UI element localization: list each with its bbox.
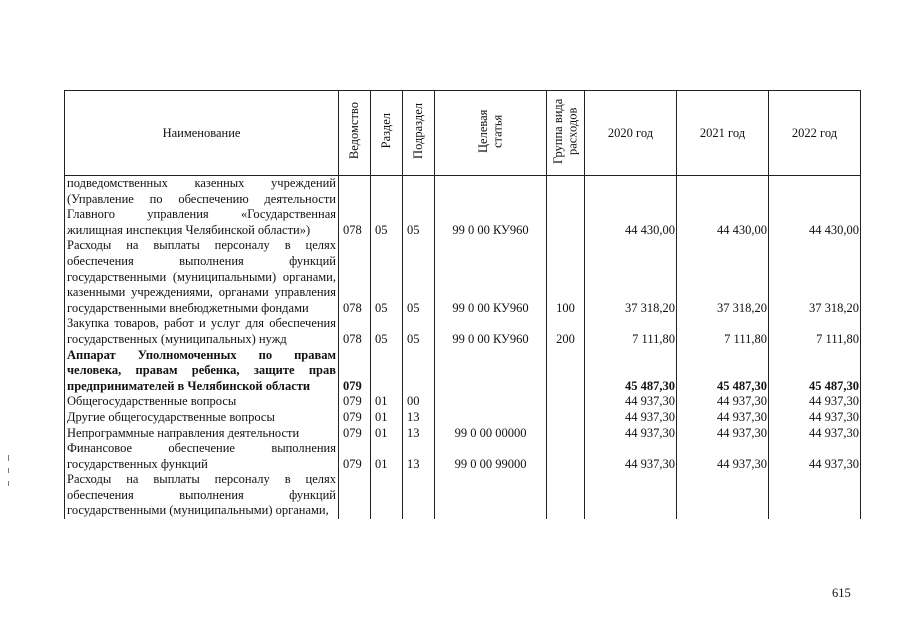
header-2021	[677, 91, 769, 176]
cell-2021: 44 430,00	[677, 176, 769, 239]
cell-gruppa: 100	[547, 238, 585, 316]
cell-celevaya	[435, 348, 547, 395]
cell-gruppa	[547, 441, 585, 472]
cell-gruppa	[547, 176, 585, 239]
cell-celevaya: 99 0 00 КУ960	[435, 176, 547, 239]
cell-2021: 44 937,30	[677, 426, 769, 442]
cell-name: Другие общегосударственные вопросы	[65, 410, 339, 426]
cell-podrazdel: 05	[403, 238, 435, 316]
cell-podrazdel: 00	[403, 394, 435, 410]
cell-2022: 44 937,30	[769, 410, 861, 426]
cell-podrazdel: 13	[403, 410, 435, 426]
table-row	[65, 238, 861, 316]
cell-gruppa	[547, 348, 585, 395]
cell-podrazdel	[403, 348, 435, 395]
cell-vedomstvo: 079	[339, 426, 371, 442]
cell-vedomstvo: 079	[339, 348, 371, 395]
header-2020	[585, 91, 677, 176]
cell-name: Аппарат Уполномоченных по правам человека, правам ребенка, защите прав предпринимателей в Челябинской области	[65, 348, 339, 395]
cell-celevaya	[435, 410, 547, 426]
cell-2022	[769, 472, 861, 519]
cell-razdel: 05	[371, 176, 403, 239]
cell-gruppa	[547, 410, 585, 426]
cell-name: Финансовое обеспечение выполнения государственных функций	[65, 441, 339, 472]
header-gruppa	[547, 91, 585, 176]
table-row	[65, 394, 861, 410]
cell-2022: 44 937,30	[769, 426, 861, 442]
budget-table	[64, 90, 861, 519]
cell-razdel	[371, 348, 403, 395]
header-name-label: Наименование	[162, 125, 241, 140]
header-name	[65, 91, 339, 176]
cell-podrazdel	[403, 472, 435, 519]
header-podrazdel-label: Подраздел	[411, 103, 426, 159]
cell-2021: 7 111,80	[677, 316, 769, 347]
table-row	[65, 316, 861, 347]
cell-vedomstvo: 078	[339, 176, 371, 239]
cell-2022: 37 318,20	[769, 238, 861, 316]
cell-podrazdel: 05	[403, 316, 435, 347]
cell-vedomstvo: 079	[339, 410, 371, 426]
cell-podrazdel: 13	[403, 441, 435, 472]
cell-2022: 44 937,30	[769, 394, 861, 410]
scan-mark	[8, 481, 9, 486]
table-header-row	[65, 91, 861, 176]
cell-name: Расходы на выплаты персоналу в целях обеспечения выполнения функций государственными (муниципальными) органами, казенными учреждениями, органами управления государственными внебюджетными фондами	[65, 238, 339, 316]
table-row	[65, 348, 861, 395]
header-vedomstvo-label: Ведомство	[347, 102, 362, 160]
table-body	[65, 176, 861, 520]
header-celevaya	[435, 91, 547, 176]
cell-gruppa	[547, 394, 585, 410]
cell-vedomstvo: 079	[339, 441, 371, 472]
cell-celevaya: 99 0 00 99000	[435, 441, 547, 472]
scan-mark	[8, 455, 9, 461]
cell-2022: 45 487,30	[769, 348, 861, 395]
header-podrazdel	[403, 91, 435, 176]
cell-2020: 44 430,00	[585, 176, 677, 239]
header-2022	[769, 91, 861, 176]
header-vedomstvo	[339, 91, 371, 176]
cell-razdel: 01	[371, 394, 403, 410]
cell-razdel: 05	[371, 316, 403, 347]
cell-2020: 45 487,30	[585, 348, 677, 395]
cell-2021: 37 318,20	[677, 238, 769, 316]
cell-gruppa	[547, 472, 585, 519]
cell-name: подведомственных казенных учреждений (Управление по обеспечению деятельности Главного управления «Государственная жилищная инспекция Челябинской области»)	[65, 176, 339, 239]
cell-razdel: 01	[371, 410, 403, 426]
cell-celevaya: 99 0 00 КУ960	[435, 316, 547, 347]
cell-2020: 44 937,30	[585, 441, 677, 472]
header-2021-label: 2021 год	[699, 125, 746, 140]
cell-razdel: 05	[371, 238, 403, 316]
cell-podrazdel: 05	[403, 176, 435, 239]
cell-2021: 44 937,30	[677, 394, 769, 410]
cell-vedomstvo: 078	[339, 238, 371, 316]
cell-razdel	[371, 472, 403, 519]
cell-vedomstvo: 079	[339, 394, 371, 410]
cell-razdel: 01	[371, 441, 403, 472]
cell-gruppa: 200	[547, 316, 585, 347]
cell-name: Общегосударственные вопросы	[65, 394, 339, 410]
cell-razdel: 01	[371, 426, 403, 442]
cell-vedomstvo	[339, 472, 371, 519]
cell-celevaya	[435, 394, 547, 410]
cell-2020: 37 318,20	[585, 238, 677, 316]
cell-2022: 7 111,80	[769, 316, 861, 347]
header-celevaya-label: Целевая статья	[475, 109, 504, 153]
cell-name: Закупка товаров, работ и услуг для обеспечения государственных (муниципальных) нужд	[65, 316, 339, 347]
cell-2022: 44 937,30	[769, 441, 861, 472]
header-2022-label: 2022 год	[791, 125, 838, 140]
cell-celevaya	[435, 472, 547, 519]
table-row	[65, 441, 861, 472]
table-row	[65, 410, 861, 426]
cell-celevaya: 99 0 00 00000	[435, 426, 547, 442]
cell-2020: 7 111,80	[585, 316, 677, 347]
table-row	[65, 426, 861, 442]
cell-name: Непрограммные направления деятельности	[65, 426, 339, 442]
cell-2020: 44 937,30	[585, 426, 677, 442]
header-razdel-label: Раздел	[379, 113, 394, 149]
cell-podrazdel: 13	[403, 426, 435, 442]
cell-2021	[677, 472, 769, 519]
cell-vedomstvo: 078	[339, 316, 371, 347]
cell-2022: 44 430,00	[769, 176, 861, 239]
cell-2021: 44 937,30	[677, 441, 769, 472]
cell-2020	[585, 472, 677, 519]
cell-2021: 45 487,30	[677, 348, 769, 395]
scan-mark	[8, 468, 9, 473]
header-razdel	[371, 91, 403, 176]
cell-name: Расходы на выплаты персоналу в целях обеспечения выполнения функций государственными (муниципальными) органами,	[65, 472, 339, 519]
header-gruppa-label: Группа вида расходов	[550, 98, 579, 164]
cell-2021: 44 937,30	[677, 410, 769, 426]
header-2020-label: 2020 год	[607, 125, 654, 140]
cell-2020: 44 937,30	[585, 394, 677, 410]
table-row	[65, 176, 861, 239]
table-row	[65, 472, 861, 519]
cell-celevaya: 99 0 00 КУ960	[435, 238, 547, 316]
page-number: 615	[832, 586, 851, 600]
cell-2020: 44 937,30	[585, 410, 677, 426]
cell-gruppa	[547, 426, 585, 442]
